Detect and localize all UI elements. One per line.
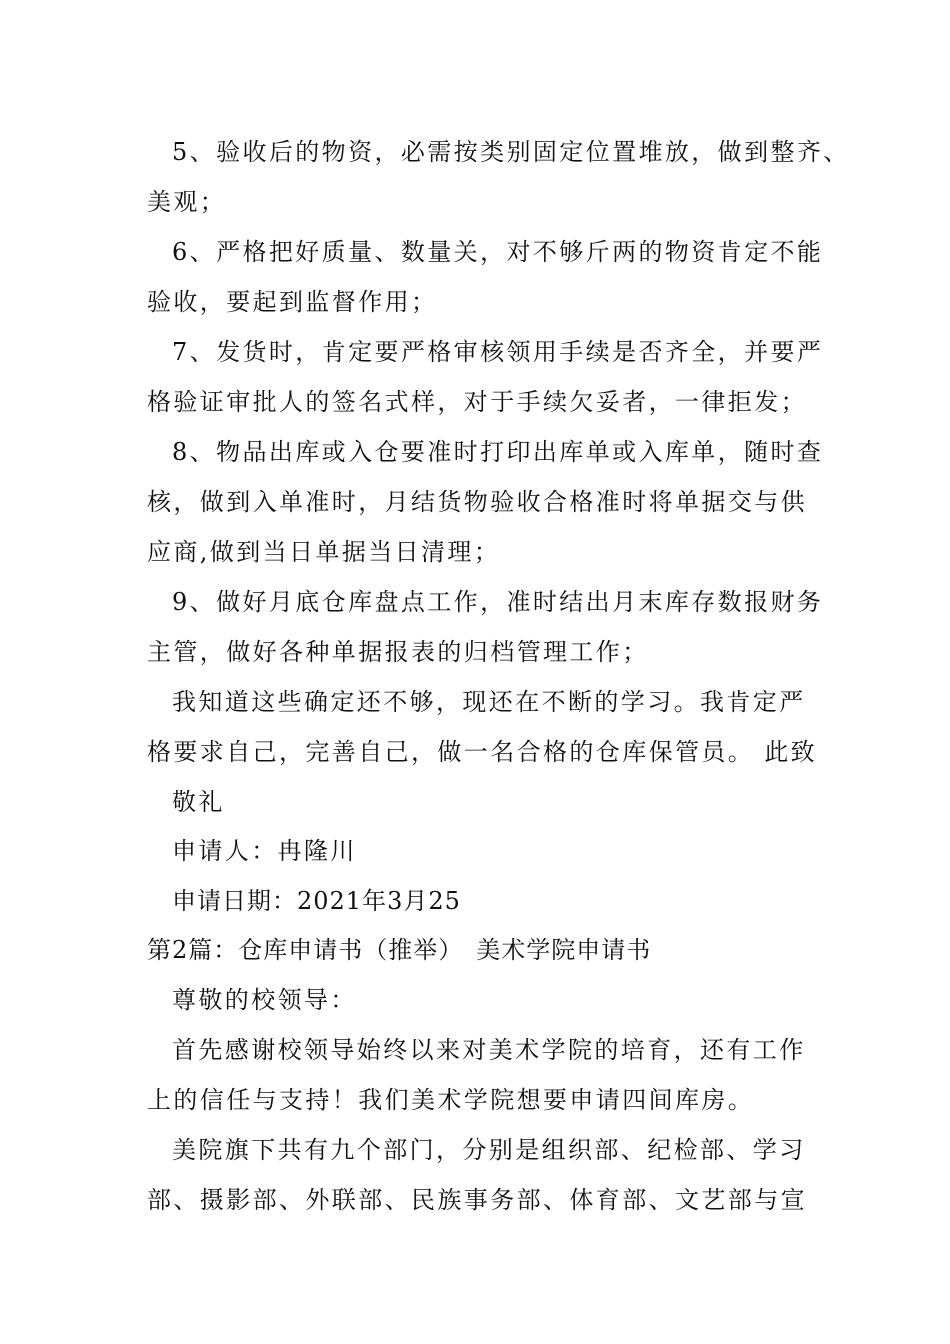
section-heading: 第2篇：仓库申请书（推举） 美术学院申请书	[147, 936, 652, 964]
paragraph-line: 应商,做到当日单据当日清理；	[147, 538, 501, 566]
paragraph-line: 5、验收后的物资，必需按类别固定位置堆放，做到整齐、	[172, 138, 850, 166]
application-date: 申请日期：2021年3月25	[172, 887, 461, 915]
applicant-name: 申请人：冉隆川	[172, 837, 357, 865]
paragraph-line: 主管，做好各种单据报表的归档管理工作；	[147, 638, 649, 666]
paragraph-line: 6、严格把好质量、数量关，对不够斤两的物资肯定不能	[172, 238, 824, 266]
paragraph-line: 9、做好月底仓库盘点工作，准时结出月末库存数报财务	[172, 588, 824, 616]
paragraph-line: 7、发货时，肯定要严格审核领用手续是否齐全，并要严	[172, 338, 824, 366]
paragraph-line: 上的信任与支持！我们美术学院想要申请四间库房。	[147, 1086, 755, 1114]
paragraph-line: 美观；	[147, 188, 227, 216]
paragraph-line: 核，做到入单准时，月结货物验收合格准时将单据交与供	[147, 488, 807, 516]
closing-salutation: 敬礼	[172, 788, 225, 816]
paragraph-line: 首先感谢校领导始终以来对美术学院的培育，还有工作	[172, 1036, 806, 1064]
paragraph-line: 我知道这些确定还不够，现还在不断的学习。我肯定严	[172, 688, 806, 716]
paragraph-line: 8、物品出库或入仓要准时打印出库单或入库单，随时查	[172, 438, 824, 466]
paragraph-line: 格验证审批人的签名式样，对于手续欠妥者，一律拒发；	[147, 388, 807, 416]
paragraph-line: 部、摄影部、外联部、民族事务部、体育部、文艺部与宣	[147, 1186, 807, 1214]
greeting: 尊敬的校领导：	[172, 986, 357, 1014]
paragraph-line: 验收，要起到监督作用；	[147, 288, 438, 316]
paragraph-line: 美院旗下共有九个部门，分别是组织部、纪检部、学习	[172, 1136, 806, 1164]
paragraph-line: 格要求自己，完善自己，做一名合格的仓库保管员。 此致	[147, 738, 818, 766]
